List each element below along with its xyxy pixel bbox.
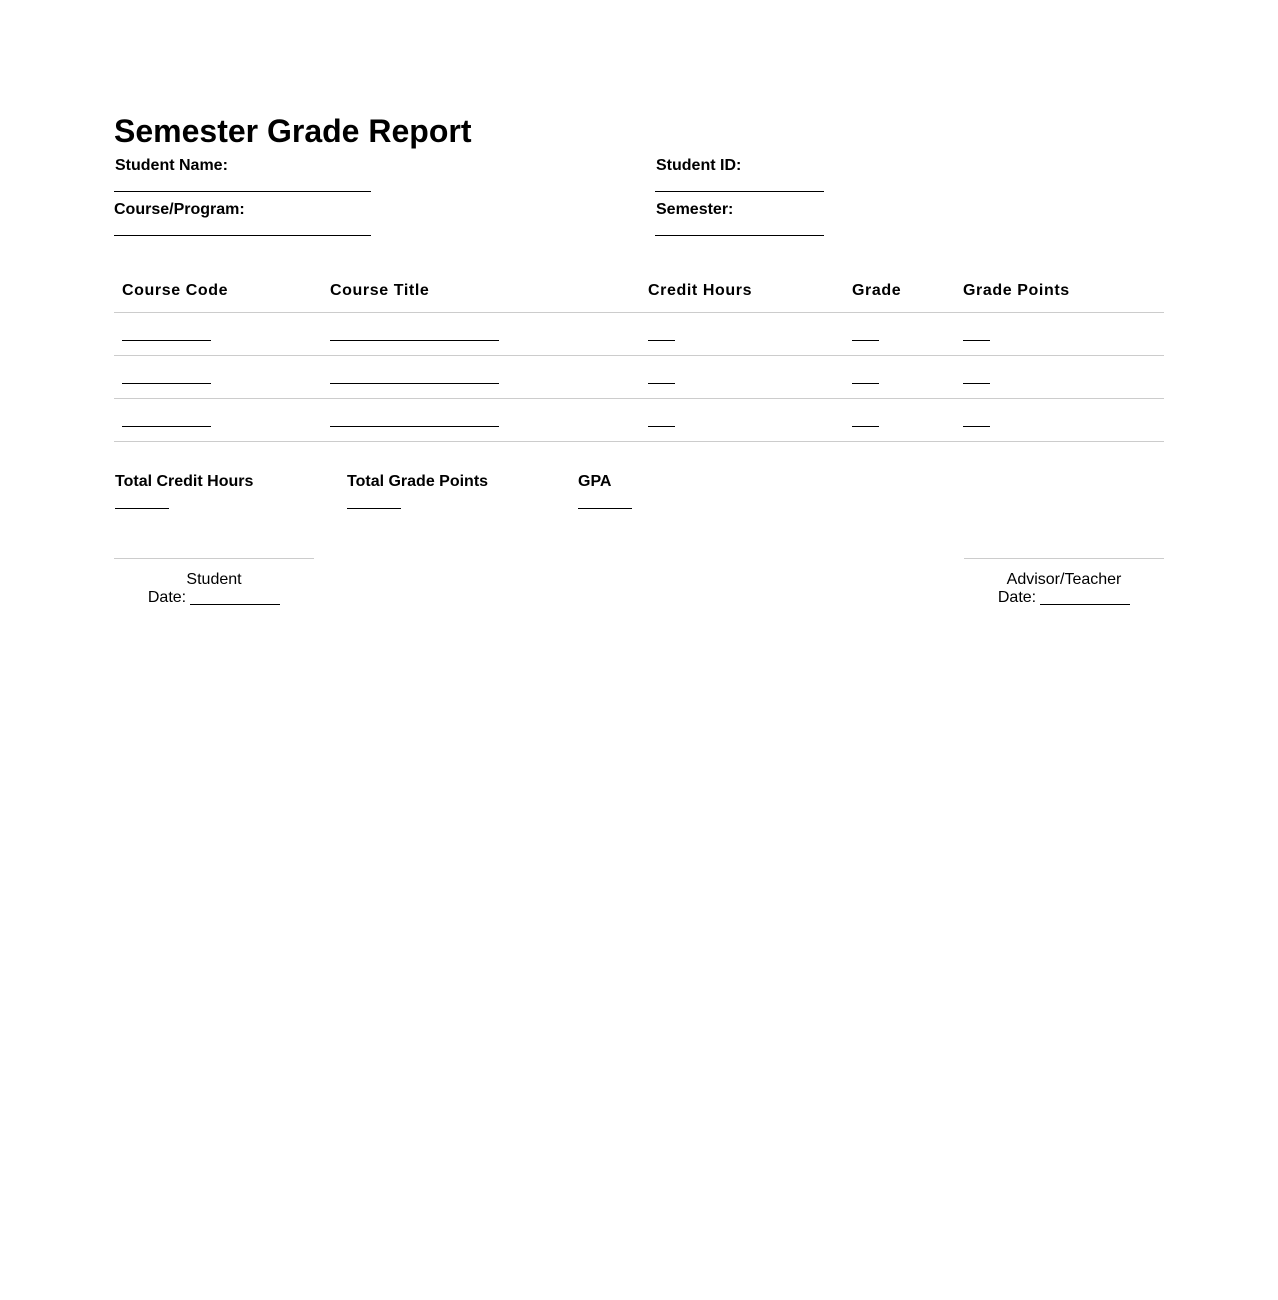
column-header-grade: Grade	[844, 268, 955, 313]
advisor-signature-date	[964, 589, 1164, 607]
student-signature-role: Student	[186, 571, 242, 588]
grade-cell[interactable]	[844, 399, 955, 442]
student-name-input-line[interactable]	[114, 191, 371, 192]
course-program-label: Course/Program:	[114, 201, 245, 218]
total-grade-points-label: Total Grade Points	[347, 473, 489, 490]
student-name-label: Student Name:	[115, 157, 228, 174]
column-header-course-title: Course Title	[322, 268, 640, 313]
total-credit-hours-input-line[interactable]	[115, 508, 169, 509]
credit-hours-blank	[648, 340, 675, 341]
semester-field	[656, 201, 824, 236]
student-id-label: Student ID:	[656, 157, 742, 174]
student-signature-block	[114, 558, 314, 607]
course-title-blank	[330, 426, 499, 427]
course-code-blank	[122, 340, 211, 341]
grade-points-cell[interactable]	[955, 399, 1164, 442]
total-credit-hours-label: Total Credit Hours	[115, 473, 254, 490]
course-title-blank	[330, 340, 499, 341]
grade-points-blank	[963, 426, 990, 427]
grade-blank	[852, 383, 879, 384]
credit-hours-blank	[648, 383, 675, 384]
course-title-cell[interactable]	[322, 313, 640, 356]
course-code-cell[interactable]	[114, 313, 322, 356]
course-code-cell[interactable]	[114, 356, 322, 399]
student-name-field	[115, 157, 371, 192]
advisor-signature-role: Advisor/Teacher	[1006, 571, 1122, 588]
course-title-blank	[330, 383, 499, 384]
student-id-field	[656, 157, 824, 192]
column-header-credit-hours: Credit Hours	[640, 268, 844, 313]
page-title: Semester Grade Report	[114, 113, 472, 149]
student-date-input-line[interactable]	[190, 604, 280, 605]
advisor-signature-block	[964, 558, 1164, 607]
course-title-cell[interactable]	[322, 356, 640, 399]
student-date-label: Date:	[147, 589, 187, 606]
credit-hours-blank	[648, 426, 675, 427]
grade-blank	[852, 340, 879, 341]
credit-hours-cell[interactable]	[640, 313, 844, 356]
grade-points-cell[interactable]	[955, 356, 1164, 399]
column-header-course-code: Course Code	[114, 268, 322, 313]
gpa	[578, 473, 632, 509]
total-grade-points	[347, 473, 488, 509]
total-grade-points-input-line[interactable]	[347, 508, 401, 509]
course-code-cell[interactable]	[114, 399, 322, 442]
table-header-row	[114, 268, 1164, 313]
credit-hours-cell[interactable]	[640, 356, 844, 399]
course-program-field	[114, 201, 371, 236]
credit-hours-cell[interactable]	[640, 399, 844, 442]
gpa-input-line[interactable]	[578, 508, 632, 509]
table-row	[114, 399, 1164, 442]
gpa-label: GPA	[578, 473, 612, 490]
grade-points-cell[interactable]	[955, 313, 1164, 356]
grade-cell[interactable]	[844, 356, 955, 399]
semester-input-line[interactable]	[655, 235, 824, 236]
column-header-grade-points: Grade Points	[955, 268, 1164, 313]
student-signature-date	[114, 589, 314, 607]
semester-label: Semester:	[656, 201, 734, 218]
table-row	[114, 356, 1164, 399]
advisor-date-label: Date:	[997, 589, 1037, 606]
course-code-blank	[122, 426, 211, 427]
course-code-blank	[122, 383, 211, 384]
courses-table	[114, 268, 1164, 442]
grade-blank	[852, 426, 879, 427]
student-id-input-line[interactable]	[655, 191, 824, 192]
course-title-cell[interactable]	[322, 399, 640, 442]
grade-points-blank	[963, 383, 990, 384]
course-program-input-line[interactable]	[114, 235, 371, 236]
table-row	[114, 313, 1164, 356]
total-credit-hours	[115, 473, 253, 509]
grade-cell[interactable]	[844, 313, 955, 356]
advisor-date-input-line[interactable]	[1040, 604, 1130, 605]
grade-points-blank	[963, 340, 990, 341]
